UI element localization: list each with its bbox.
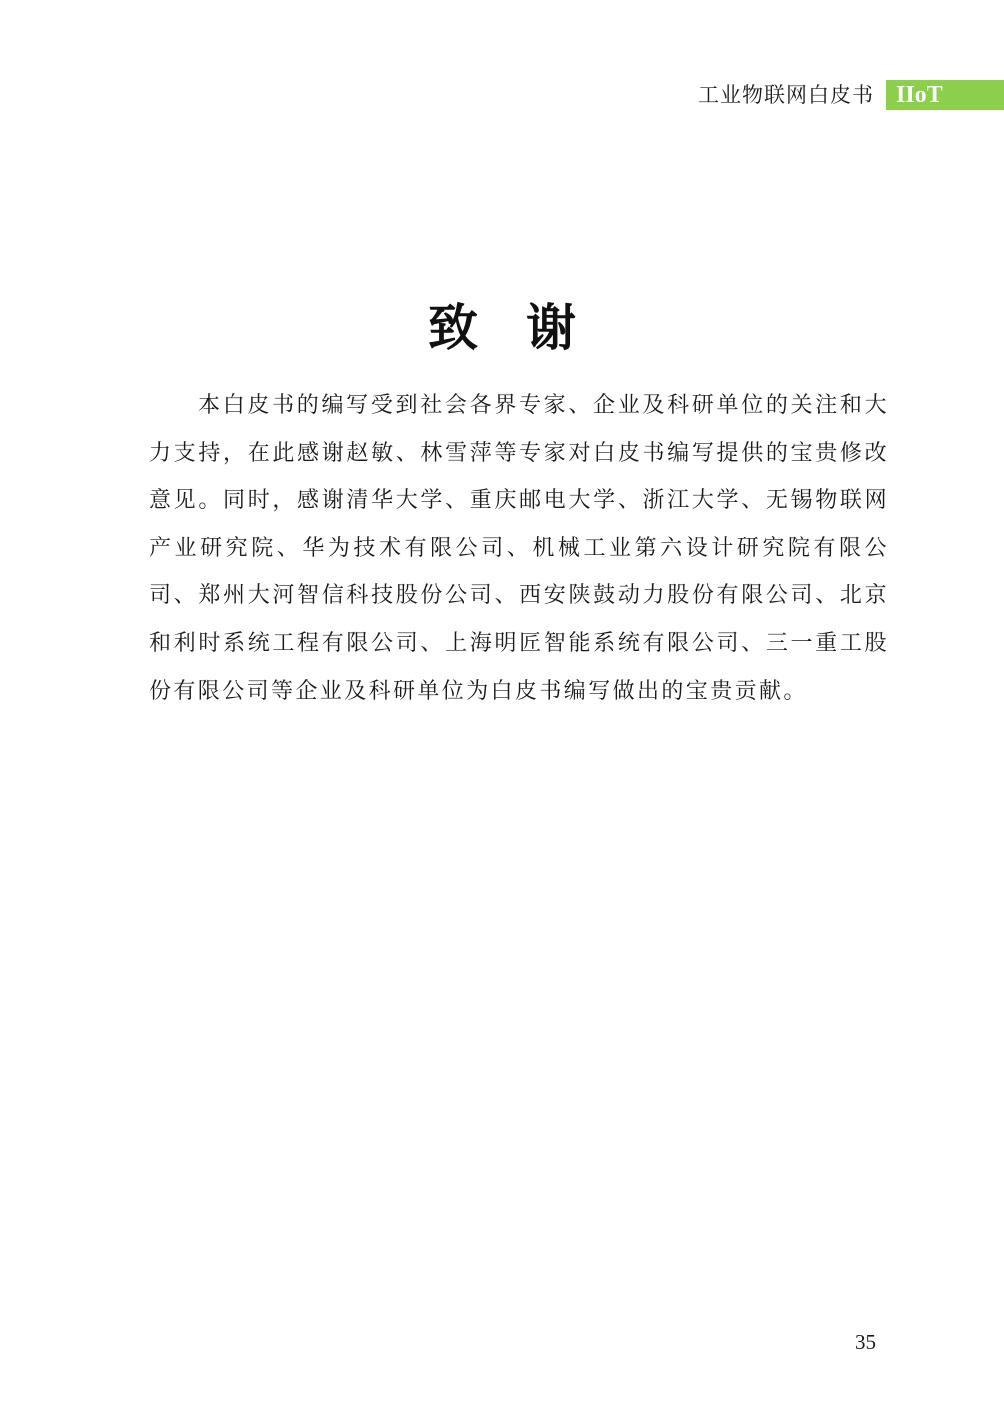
acknowledgement-paragraph: 本白皮书的编写受到社会各界专家、企业及科研单位的关注和大力支持，在此感谢赵敏、林雪萍等专家对白皮书编写提供的宝贵修改意见。同时，感谢清华大学、重庆邮电大学、浙江大学、无锡物联网产业研究院、华为技术有限公司、机械工业第六设计研究院有限公司、郑州大河智信科技股份公司、西安陕鼓动力股份有限公司、北京和利时系统工程有限公司、上海明匠智能系统有限公司、三一重工股份有限公司等企业及科研单位为白皮书编写做出的宝贵贡献。 bbox=[149, 393, 889, 704]
page-number: 35 bbox=[855, 1330, 876, 1354]
running-header bbox=[698, 80, 1004, 110]
page-title: 致谢 bbox=[428, 297, 624, 357]
header-title: 工业物联网白皮书 bbox=[698, 83, 874, 107]
header-badge: IIoT bbox=[886, 80, 1004, 110]
